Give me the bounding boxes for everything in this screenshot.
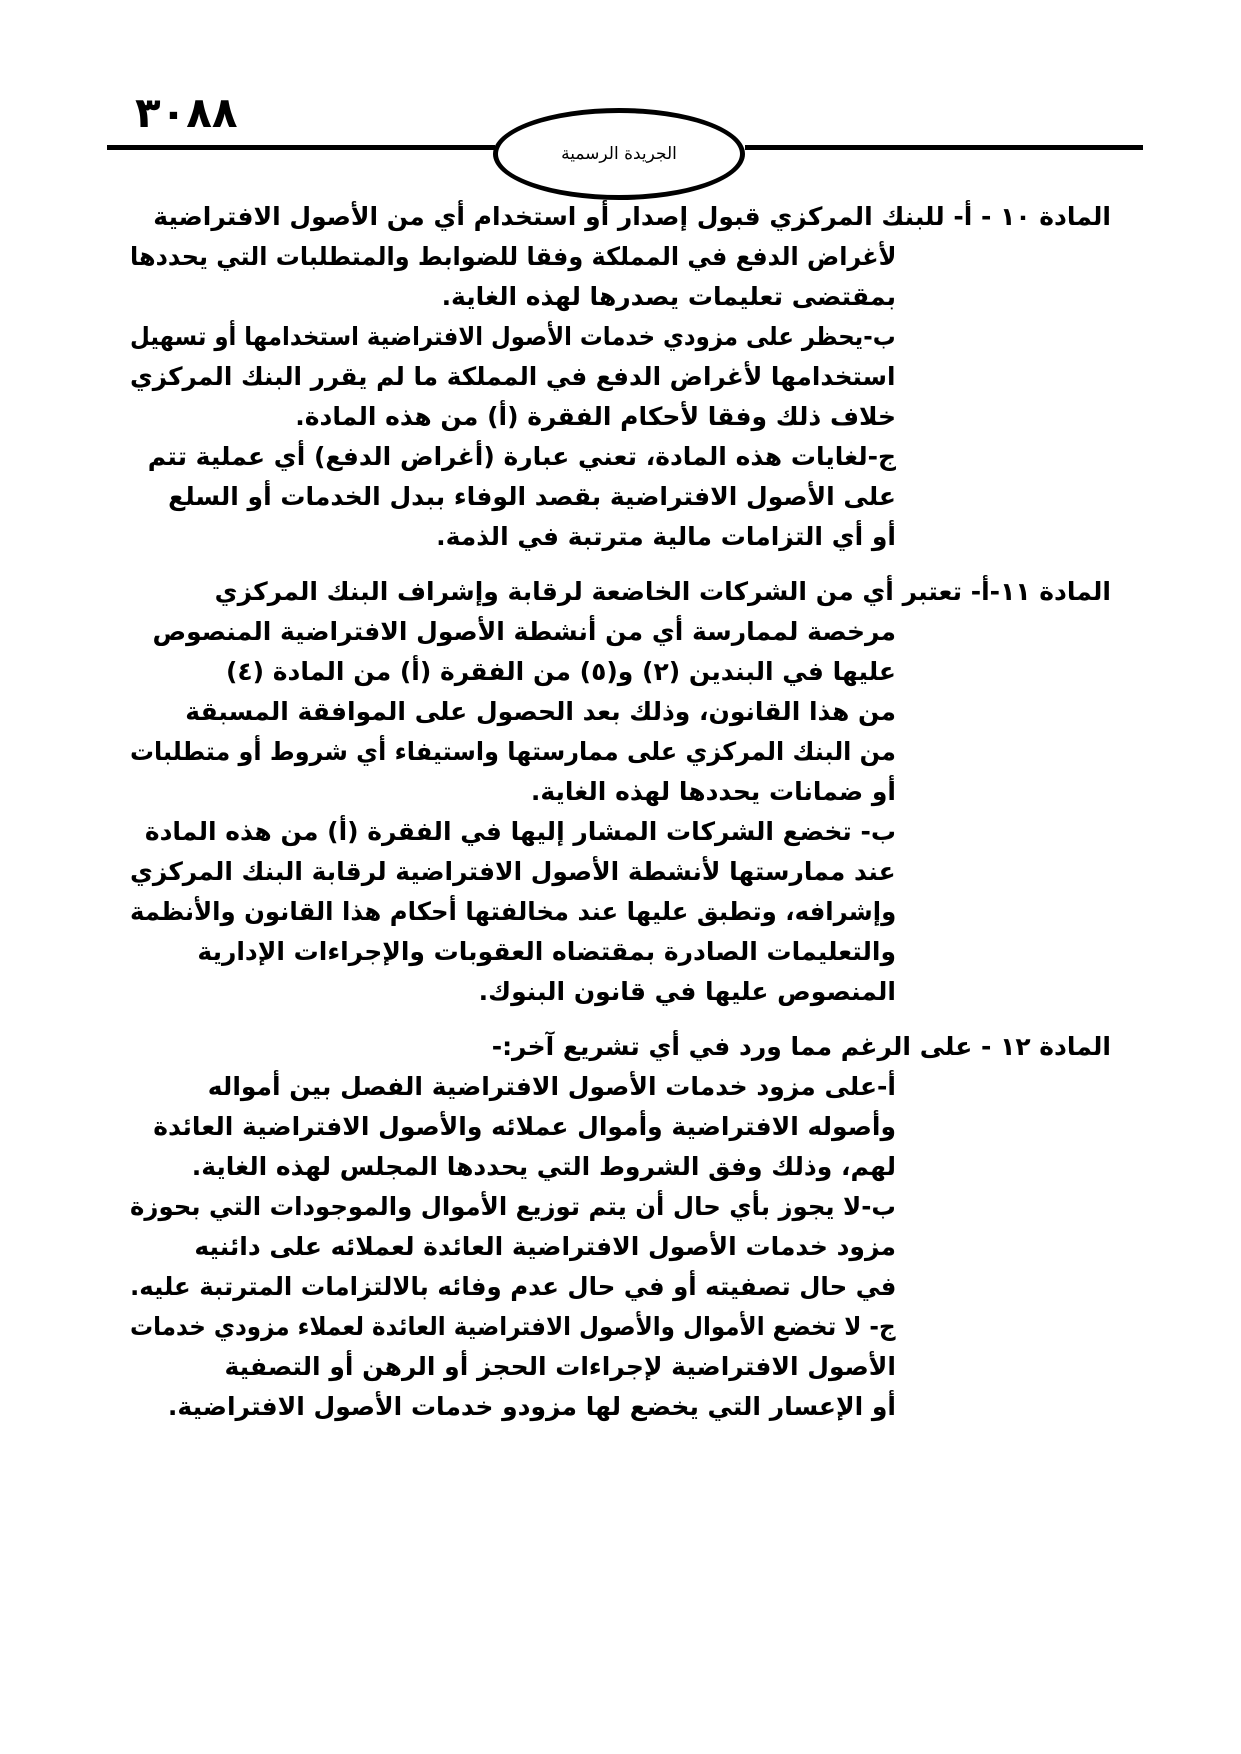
- article-line: في حال تصفيته أو في حال عدم وفائه بالالتزامات المترتبة عليه.: [129, 1272, 896, 1301]
- article-line: بمقتضى تعليمات يصدرها لهذه الغاية.: [441, 282, 896, 311]
- article-line: الأصول الافتراضية لإجراءات الحجز أو الرهن أو التصفية: [224, 1352, 896, 1381]
- article-line: أو أي التزامات مالية مترتبة في الذمة.: [436, 522, 896, 551]
- page-number: ٣٠٨٨: [135, 88, 238, 137]
- article-line: ب- تخضع الشركات المشار إليها في الفقرة (أ) من هذه المادة: [144, 817, 896, 846]
- article-line: مرخصة لممارسة أي من أنشطة الأصول الافتراضية المنصوص: [152, 617, 896, 646]
- article-line: المنصوص عليها في قانون البنوك.: [478, 977, 896, 1006]
- article-line: ب-يحظر على مزودي خدمات الأصول الافتراضية استخدامها أو تسهيل: [130, 322, 896, 351]
- article-line: من هذا القانون، وذلك بعد الحصول على الموافقة المسبقة: [185, 697, 896, 726]
- article-line: عند ممارستها لأنشطة الأصول الافتراضية لرقابة البنك المركزي: [130, 857, 896, 886]
- article-line: المادة ١١-أ- تعتبر أي من الشركات الخاضعة لرقابة وإشراف البنك المركزي: [214, 577, 1111, 606]
- article-line: ج-لغايات هذه المادة، تعني عبارة (أغراض الدفع) أي عملية تتم: [147, 442, 896, 471]
- article-line: المادة ١٢ - على الرغم مما ورد في أي تشريع آخر:-: [491, 1032, 1111, 1061]
- article-line: لهم، وذلك وفق الشروط التي يحددها المجلس لهذه الغاية.: [191, 1152, 896, 1181]
- article-line: وأصوله الافتراضية وأموال عملائه والأصول الافتراضية العائدة: [153, 1112, 896, 1141]
- article-line: لأغراض الدفع في المملكة وفقا للضوابط والمتطلبات التي يحددها: [129, 242, 896, 271]
- article-line: ج- لا تخضع الأموال والأصول الافتراضية العائدة لعملاء مزودي خدمات: [130, 1312, 896, 1341]
- article-line: عليها في البندين (٢) و(٥) من الفقرة (أ) من المادة (٤): [225, 657, 896, 686]
- article-line: مزود خدمات الأصول الافتراضية العائدة لعملائه على دائنيه: [194, 1232, 896, 1261]
- article-line: المادة ١٠ - أ- للبنك المركزي قبول إصدار أو استخدام أي من الأصول الافتراضية: [153, 202, 1111, 231]
- article-line: أو الإعسار التي يخضع لها مزودو خدمات الأصول الافتراضية.: [167, 1392, 896, 1421]
- article-line: من البنك المركزي على ممارستها واستيفاء أي شروط أو متطلبات: [130, 737, 896, 766]
- article-line: استخدامها لأغراض الدفع في المملكة ما لم يقرر البنك المركزي: [130, 362, 896, 391]
- gazette-title: الجريدة الرسمية: [561, 144, 677, 164]
- article-line: وإشرافه، وتطبق عليها عند مخالفتها أحكام هذا القانون والأنظمة: [129, 897, 896, 926]
- article-line: والتعليمات الصادرة بمقتضاه العقوبات والإجراءات الإدارية: [197, 937, 896, 966]
- article-line: أو ضمانات يحددها لهذه الغاية.: [530, 777, 896, 806]
- article-line: على الأصول الافتراضية بقصد الوفاء ببدل الخدمات أو السلع: [168, 482, 896, 511]
- article-line: خلاف ذلك وفقا لأحكام الفقرة (أ) من هذه المادة.: [295, 402, 896, 431]
- article-line: أ-على مزود خدمات الأصول الافتراضية الفصل بين أمواله: [207, 1072, 896, 1101]
- article-line: ب-لا يجوز بأي حال أن يتم توزيع الأموال والموجودات التي بحوزة: [130, 1192, 896, 1221]
